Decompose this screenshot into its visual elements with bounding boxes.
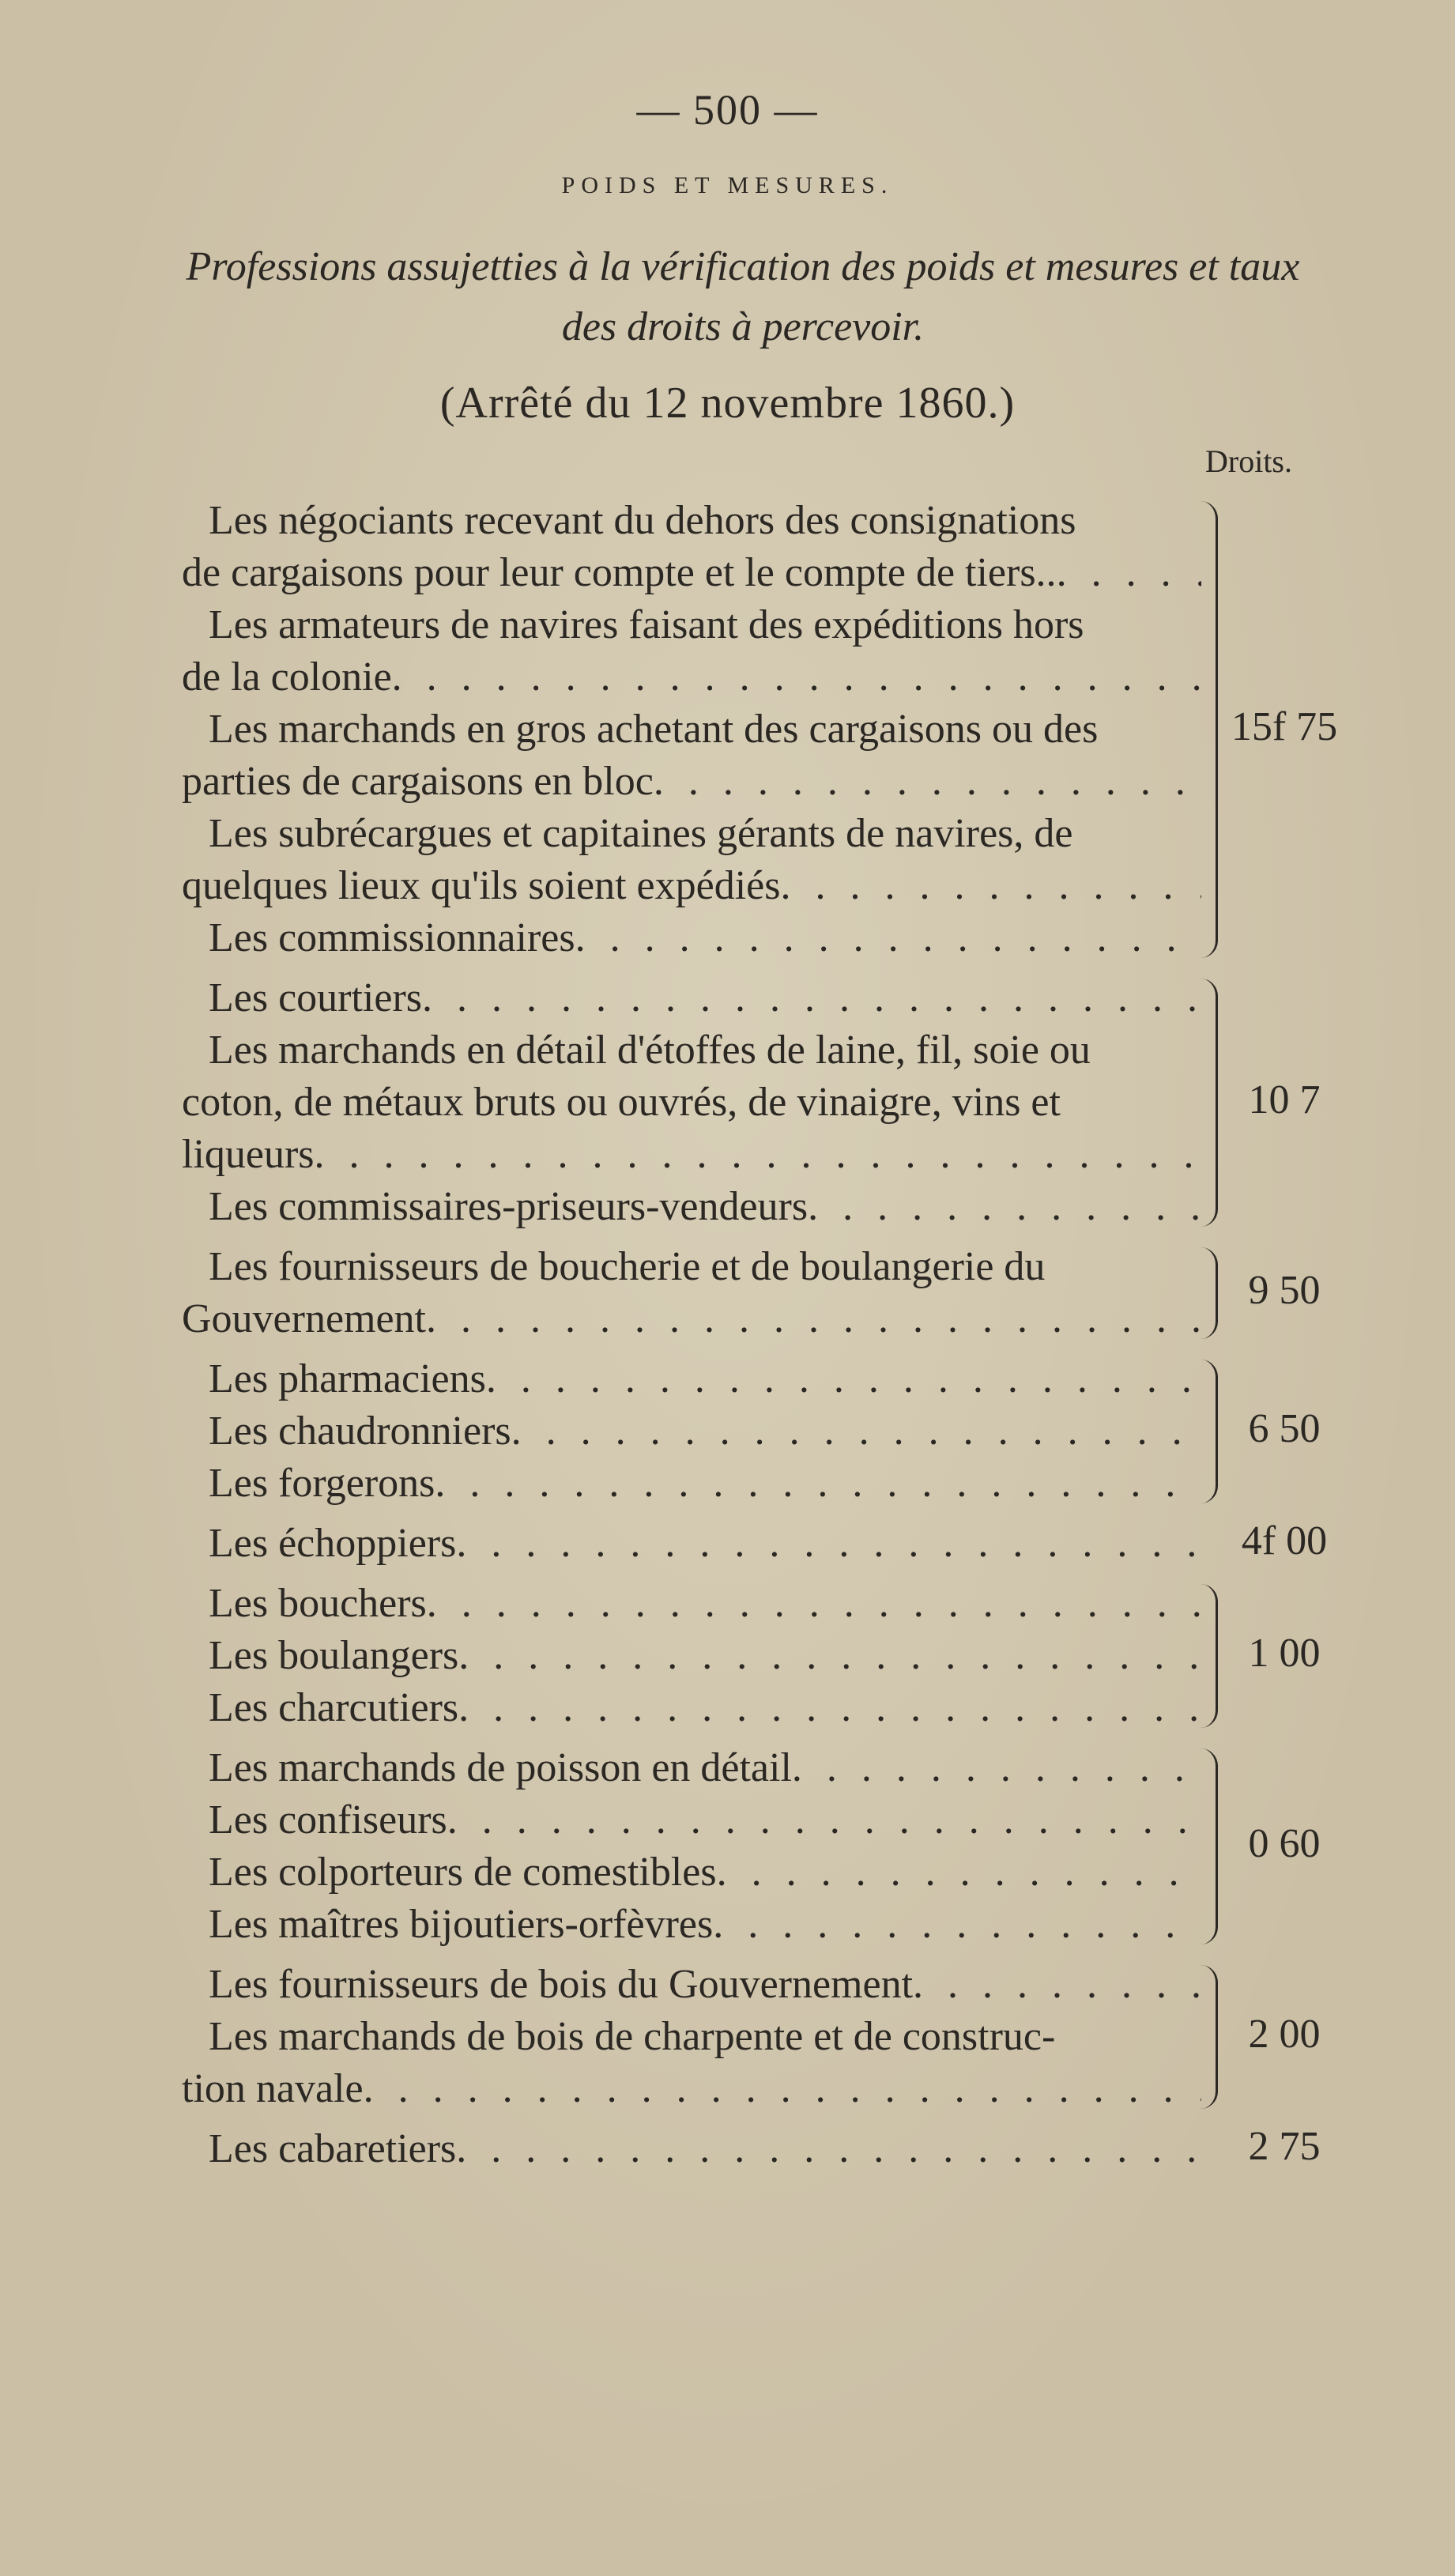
profession-text: Les marchands de poisson en détail (209, 1745, 792, 1790)
profession-text: liqueurs (182, 1132, 315, 1177)
profession-text: Les fournisseurs de bois du Gouvernement (209, 1962, 914, 2007)
profession-text: Les échoppiers (209, 1521, 457, 1566)
leader-dots (456, 2123, 1201, 2175)
profession-entry (182, 912, 1201, 964)
rate-value: 15f 75 (1231, 704, 1338, 749)
leader-dots (427, 1578, 1201, 1630)
profession-line (182, 2123, 1201, 2175)
profession-entry (182, 599, 1201, 703)
group-brace (1200, 1247, 1218, 1339)
rate-value: 0 60 (1248, 1821, 1321, 1866)
profession-line (182, 1846, 1201, 1899)
profession-text: Les pharmaciens (209, 1356, 486, 1401)
leader-dots (392, 651, 1201, 703)
profession-line (182, 495, 1201, 547)
profession-text: Les forgerons (209, 1461, 435, 1506)
profession-entry (182, 1742, 1201, 1794)
profession-entry (182, 1458, 1201, 1510)
droits-column-heading: Droits. (1205, 443, 1292, 479)
profession-text: Les armateurs de navires faisant des expéditions hors (209, 602, 1084, 647)
profession-entry (182, 2123, 1201, 2175)
section-title: POIDS ET MESURES. (561, 172, 894, 198)
profession-line (182, 1353, 1201, 1405)
profession-entry (182, 1024, 1201, 1181)
profession-entry (182, 808, 1201, 912)
profession-entry (182, 1794, 1201, 1846)
page-title: Professions assujetties à la vérification des poids et mesures et taux des droits à percevoir. (186, 244, 1300, 349)
leader-dots (426, 1293, 1201, 1345)
profession-line (182, 1241, 1201, 1293)
leader-dots (713, 1899, 1201, 1951)
profession-text: Les cabaretiers (209, 2126, 457, 2171)
rate-value: 10 7 (1248, 1077, 1321, 1122)
profession-text: Les confiseurs (209, 1797, 447, 1842)
profession-entry (182, 1959, 1201, 2011)
leader-dots (913, 1959, 1201, 2011)
profession-entry (182, 2011, 1201, 2115)
leader-dots (511, 1405, 1201, 1458)
profession-entry (182, 1682, 1201, 1734)
profession-line (182, 1293, 1201, 1345)
page-number: — 500 — (636, 86, 819, 134)
profession-line (182, 860, 1201, 912)
profession-line (182, 912, 1201, 964)
profession-line (182, 1630, 1201, 1682)
profession-line (182, 1181, 1201, 1233)
group-brace (1200, 1748, 1218, 1944)
profession-line (182, 703, 1201, 756)
profession-line (182, 1129, 1201, 1181)
group-brace (1200, 1360, 1218, 1503)
group-brace (1200, 979, 1218, 1227)
group-brace (1200, 1584, 1218, 1728)
leader-dots (364, 2063, 1201, 2115)
profession-text: parties de cargaisons en bloc (182, 759, 654, 804)
profession-line (182, 599, 1201, 651)
leader-dots (456, 1518, 1201, 1570)
profession-text: Les courtiers (209, 975, 423, 1020)
leader-dots (654, 756, 1201, 808)
profession-text: de la colonie (182, 654, 392, 700)
profession-line (182, 1024, 1201, 1077)
profession-line (182, 2011, 1201, 2063)
profession-text: tion navale (182, 2066, 364, 2111)
rate-value: 6 50 (1248, 1406, 1321, 1451)
profession-line (182, 2063, 1201, 2115)
profession-line (182, 547, 1201, 599)
profession-entry (182, 495, 1201, 599)
profession-line (182, 1682, 1201, 1734)
profession-text: Les marchands en gros achetant des cargaisons ou des (209, 707, 1099, 752)
profession-text: Les maîtres bijoutiers-orfèvres (209, 1902, 714, 1947)
leader-dots (315, 1129, 1201, 1181)
leader-dots (1057, 547, 1201, 599)
leader-dots (575, 912, 1201, 964)
profession-entry (182, 1846, 1201, 1899)
profession-line (182, 1458, 1201, 1510)
leader-dots (780, 860, 1201, 912)
profession-text: Les marchands en détail d'étoffes de laine, fil, soie ou (209, 1028, 1091, 1073)
profession-line (182, 1742, 1201, 1794)
profession-entry (182, 1181, 1201, 1233)
leader-dots (808, 1181, 1201, 1233)
decree-reference: (Arrêté du 12 novembre 1860.) (439, 379, 1016, 428)
leader-dots (458, 1682, 1201, 1734)
rate-value: 2 00 (1248, 2012, 1321, 2057)
profession-line (182, 1578, 1201, 1630)
profession-text: Les bouchers (209, 1581, 427, 1626)
profession-entry (182, 1405, 1201, 1458)
profession-line (182, 808, 1201, 860)
profession-entry (182, 1630, 1201, 1682)
profession-entry (182, 703, 1201, 808)
rate-value: 4f 00 (1241, 1518, 1328, 1563)
rate-value: 1 00 (1248, 1631, 1321, 1676)
profession-text: Les boulangers (209, 1633, 459, 1678)
leader-dots (458, 1630, 1201, 1682)
profession-text: Les commissaires-priseurs-vendeurs (209, 1184, 809, 1229)
profession-text: coton, de métaux bruts ou ouvrés, de vinaigre, vins et (182, 1080, 1061, 1125)
profession-text: Les commissionnaires (209, 915, 575, 960)
leader-dots (422, 972, 1201, 1024)
profession-entry (182, 972, 1201, 1024)
profession-line (182, 1077, 1201, 1129)
group-brace (1200, 501, 1218, 958)
rate-value: 9 50 (1248, 1268, 1321, 1313)
profession-entry (182, 1578, 1201, 1630)
profession-text: Gouvernement (182, 1296, 427, 1341)
leader-dots (792, 1742, 1201, 1794)
leader-dots (717, 1846, 1201, 1899)
leader-dots (447, 1794, 1201, 1846)
rate-value: 2 75 (1248, 2124, 1321, 2169)
group-brace (1200, 1965, 1218, 2109)
profession-line (182, 756, 1201, 808)
leader-dots (486, 1353, 1201, 1405)
profession-entry (182, 1353, 1201, 1405)
profession-line (182, 1899, 1201, 1951)
profession-text: Les chaudronniers (209, 1409, 511, 1454)
profession-line (182, 972, 1201, 1024)
profession-entry (182, 1518, 1201, 1570)
profession-text: Les marchands de bois de charpente et de construc- (209, 2014, 1056, 2059)
leader-dots (435, 1458, 1201, 1510)
profession-line (182, 1405, 1201, 1458)
profession-line (182, 1959, 1201, 2011)
profession-line (182, 1518, 1201, 1570)
profession-text: de cargaisons pour leur compte et le compte de tiers.. (182, 550, 1057, 595)
profession-text: Les fournisseurs de boucherie et de boulangerie du (209, 1244, 1046, 1289)
profession-line (182, 651, 1201, 703)
profession-entry (182, 1241, 1201, 1345)
profession-text: Les négociants recevant du dehors des consignations (209, 498, 1076, 543)
profession-text: quelques lieux qu'ils soient expédiés (182, 863, 781, 908)
profession-text: Les charcutiers (209, 1685, 459, 1730)
profession-text: Les subrécargues et capitaines gérants de navires, de (209, 811, 1073, 856)
profession-line (182, 1794, 1201, 1846)
profession-entry (182, 1899, 1201, 1951)
profession-text: Les colporteurs de comestibles (209, 1850, 717, 1895)
